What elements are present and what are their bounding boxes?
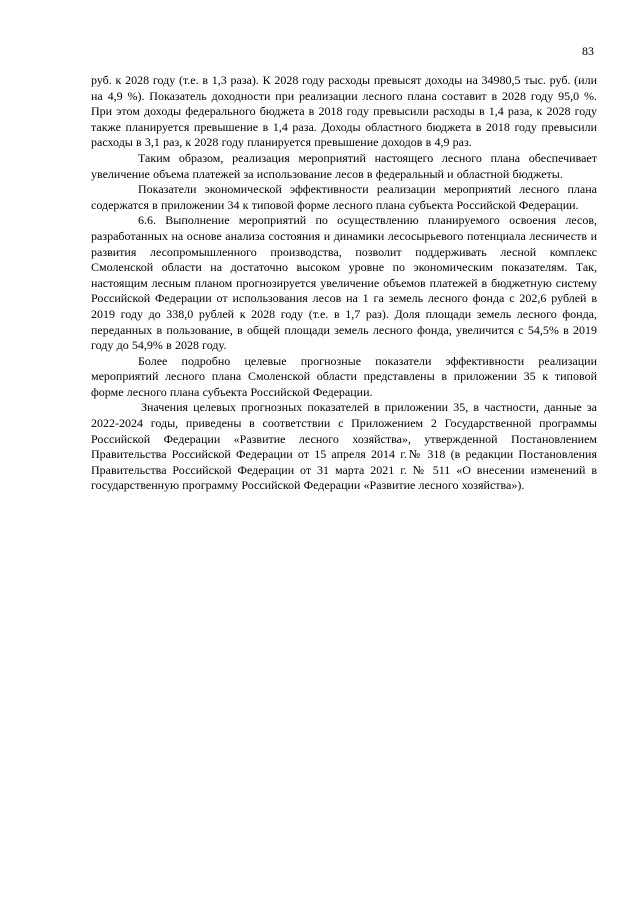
paragraph-budget-summary: Таким образом, реализация мероприятий настоящего лесного плана обеспечивает увеличение объема платежей за использование лесов в федеральный и областной бюджеты. [91,150,597,181]
paragraph-section-6-6: 6.6. Выполнение мероприятий по осуществлению планируемого освоения лесов, разработанных на основе анализа состояния и динамики лесосырьевого потенциала лесничеств и развития лесопромышленного производства, позволит поддерживать лесной комплекс Смоленской области на достаточно высоком уровне по экономическим показателям. Так, настоящим лесным планом прогнозируется увеличение объемов платежей в бюджетную систему Российской Федерации от использования лесов на 1 га земель лесного фонда с 202,6 рублей в 2019 году до 338,0 рублей к 2028 году (т.е. в 1,7 раз). Доля площади земель лесного фонда, переданных в пользование, в общей площади земель лесного фонда, увеличится с 54,5% в 2019 году до 54,9% в 2028 году. [91,213,597,353]
paragraph-continuation: руб. к 2028 году (т.е. в 1,3 раза). К 2028 году расходы превысят доходы на 34980,5 тыс. руб. (или на 4,9 %). Показатель доходности при реализации лесного плана составит в 2028 году 95,0 %. При этом доходы федерального бюджета в 2018 году превысили расходы в 1,4 раза, к 2028 году также планируется превышение в 1,4 раза. Доходы областного бюджета в 2018 году превысили расходы в 3,1 раз, к 2028 году планируется превышение доходов в 4,9 раз. [91,73,597,150]
paragraph-efficiency-indicators: Показатели экономической эффективности реализации мероприятий лесного плана содержатся в приложении 34 к типовой форме лесного плана субъекта Российской Федерации. [91,182,597,212]
page-number: 83 [582,44,594,58]
paragraph-target-indicators: Более подробно целевые прогнозные показатели эффективности реализации мероприятий лесного плана Смоленской области представлены в приложении 35 к типовой форме лесного плана субъекта Российской Федерации. [91,353,597,399]
document-body [91,73,597,494]
paragraph-target-values: Значения целевых прогнозных показателей в приложении 35, в частности, данные за 2022-2024 годы, приведены в соответствии с Приложением 2 Государственной программы Российской Федерации «Развитие лесного хозяйства», утвержденной Постановлением Правительства Российской Федерации от 15 апреля 2014 г.№ 318 (в редакции Постановления Правительства Российской Федерации от 31 марта 2021 г. № 511 «О внесении изменений в государственную программу Российской Федерации «Развитие лесного хозяйства»). [91,400,597,493]
